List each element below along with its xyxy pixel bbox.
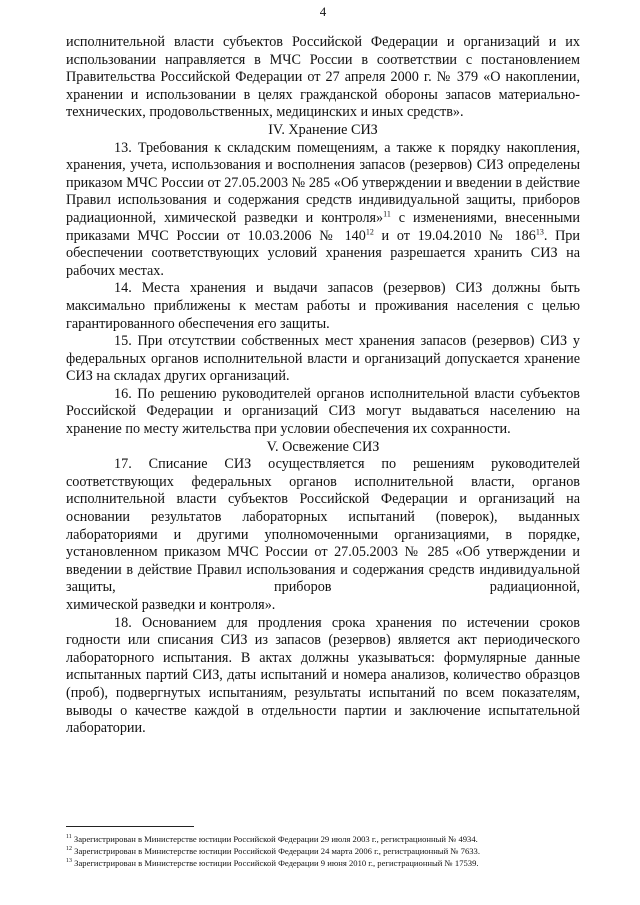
paragraph-continuation: исполнительной власти субъектов Российской Федерации и организаций и их использовании направляется в МЧС России в соответствии с постановлением Правительства Российской Федерации от 27 апреля 2000 г. № 379 «О накоплении, хранении и использовании в целях гражданской обороны запасов материально-технических, продовольственных, медицинских и иных средств».: [66, 34, 580, 121]
paragraph-13: [66, 140, 580, 281]
footnote-text-12: Зарегистрирован в Министерстве юстиции Российской Федерации 24 марта 2006 г., регистрационный № 7633.: [72, 846, 481, 856]
section-heading-iv: IV. Хранение СИЗ: [268, 121, 378, 138]
footnote-mark-12: 12: [66, 846, 72, 853]
footnote-ref-12: 12: [365, 226, 374, 236]
document-page: [66, 0, 580, 905]
paragraph-13-part-c: и от 19.04.2010 № 186: [373, 227, 536, 244]
footnote-mark-11: 11: [66, 834, 72, 841]
footnotes: [66, 826, 580, 869]
footnote-11: [66, 833, 580, 845]
footnote-text-11: Зарегистрирован в Министерстве юстиции Российской Федерации 29 июля 2003 г., регистрационный № 4934.: [71, 834, 478, 844]
paragraph-16: 16. По решению руководителей органов исполнительной власти субъектов Российской Федерации и организаций СИЗ могут выдаваться населению на хранение по месту жительства при условии обеспечения их сохранности.: [66, 385, 580, 438]
paragraph-17-main: 17. Списание СИЗ осуществляется по решениям руководителей соответствующих федеральных органов исполнительной власти, органов исполнительной власти субъектов Российской Федерации и организаций на основании результатов лабораторных испытаний (поверок), выданных лабораториями и другими уполномоченными организациями, в порядке, установленном приказом МЧС России от 27.05.2003 № 285 «Об утверждении и введении в действие Правил использования и содержания средств индивидуальной защиты, приборов радиационной,: [66, 456, 580, 596]
section-heading-v: V. Освежение СИЗ: [266, 438, 380, 455]
paragraph-14: 14. Места хранения и выдачи запасов (резервов) СИЗ должны быть максимально приближены к местам работы и проживания населения с целью гарантированного обеспечения его защиты.: [66, 280, 580, 332]
footnote-ref-11: 11: [383, 209, 391, 219]
paragraph-13-part-b: с изменениями, внесенными приказами МЧС России от 10.03.2006 № 140: [66, 209, 580, 244]
document-body: [66, 34, 580, 738]
paragraph-13-part-d: . При обеспечении соответствующих условий хранения разрешается хранить СИЗ на рабочих местах.: [66, 227, 580, 279]
paragraph-17: [66, 456, 580, 597]
paragraph-13-part-a: 13. Требования к складским помещениям, а также к порядку накопления, хранения, учета, использования и восполнения запасов (резервов) СИЗ определены приказом МЧС России от 27.05.2003 № 285 «Об утверждении и введении в действие Правил использования и содержания средств индивидуальной защиты, приборов радиационной, химической разведки и контроля»: [66, 139, 580, 226]
paragraph-15: 15. При отсутствии собственных мест хранения запасов (резервов) СИЗ у федеральных органов исполнительной власти и организаций допускается хранение СИЗ на складах других организаций.: [66, 333, 580, 385]
footnote-12: [66, 845, 580, 857]
footnote-ref-13: 13: [535, 226, 544, 236]
footnote-mark-13: 13: [66, 858, 72, 865]
paragraph-17-last-line: химической разведки и контроля».: [66, 597, 276, 613]
footnote-text-13: Зарегистрирован в Министерстве юстиции Российской Федерации 9 июня 2010 г., регистрационный № 17539.: [72, 858, 479, 868]
footnote-separator: [66, 826, 194, 827]
page-number: 4: [319, 4, 327, 19]
paragraph-18: 18. Основанием для продления срока хранения по истечении сроков годности или списания СИЗ из запасов (резервов) является акт периодического лабораторного испытания. В актах должны указываться: формулярные данные испытанных партий СИЗ, даты испытаний и номера анализов, количество образцов (проб), подвергнутых испытаниям, результаты испытаний по всем показателям, выводы о качестве каждой в отдельности партии и заключение испытательной лаборатории.: [66, 614, 580, 737]
footnote-13: [66, 857, 580, 869]
